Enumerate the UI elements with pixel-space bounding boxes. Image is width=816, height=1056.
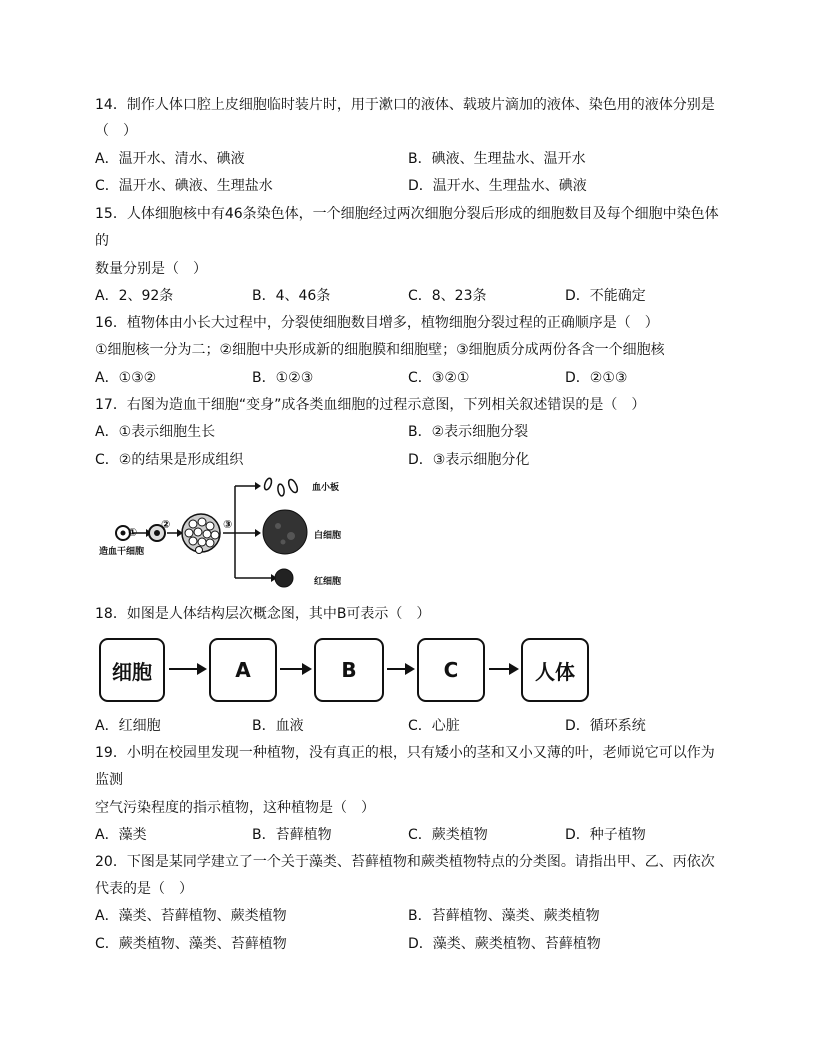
concept-box-cell: 细胞 [99, 638, 165, 702]
q16-option-b: B．①②③ [252, 370, 314, 386]
q19-stem-end: 空气污染程度的指示植物，这种植物是（ ） [95, 800, 375, 816]
q15-stem-continued: 的 [95, 233, 109, 249]
q20-option-d: D．藻类、蕨类植物、苔藓植物 [408, 936, 601, 952]
q14-option-a: A．温开水、清水、碘液 [95, 151, 245, 167]
concept-box-human-body: 人体 [521, 638, 589, 702]
q15-stem: 15．人体细胞核中有46条染色体，一个细胞经过两次细胞分裂后形成的细胞数目及每个细胞中染色体 [95, 206, 719, 222]
q19-option-d: D．种子植物 [565, 827, 646, 843]
q14-option-b: B．碘液、生理盐水、温开水 [408, 151, 586, 167]
concept-box-c: C [417, 638, 485, 702]
q18-option-a: A．红细胞 [95, 718, 161, 734]
q14-stem-blank: （ ） [95, 123, 137, 139]
q16-option-c: C．③②① [408, 370, 470, 386]
concept-arrow-1 [169, 668, 205, 670]
concept-arrow-4 [489, 668, 517, 670]
q18-option-c: C．心脏 [408, 718, 460, 734]
white-blood-cell [263, 510, 307, 554]
platelet-label: 血小板 [312, 483, 340, 493]
q19-option-c: C．蕨类植物 [408, 827, 488, 843]
wbc-label: 白细胞 [314, 531, 342, 541]
q20-stem-continued: 代表的是（ ） [95, 881, 193, 897]
q14-option-d: D．温开水、生理盐水、碘液 [408, 178, 587, 194]
concept-box-b: B [314, 638, 384, 702]
q20-option-b: B．苔藓植物、藻类、蕨类植物 [408, 908, 600, 924]
q18-stem: 18．如图是人体结构层次概念图，其中B可表示（ ） [95, 606, 431, 622]
q16-option-a: A．①③② [95, 370, 157, 386]
q19-option-b: B．苔藓植物 [252, 827, 332, 843]
concept-box-a: A [209, 638, 277, 702]
q19-stem: 19．小明在校园里发现一种植物，没有真正的根，只有矮小的茎和又小又薄的叶，老师说它可以作为 [95, 745, 715, 761]
q16-option-d: D．②①③ [565, 370, 628, 386]
q20-option-c: C．蕨类植物、藻类、苔藓植物 [95, 936, 287, 952]
red-blood-cell [275, 569, 293, 587]
q17-option-b: B．②表示细胞分裂 [408, 424, 529, 440]
step1-label: ① [128, 526, 138, 539]
concept-arrow-2 [280, 668, 310, 670]
q17-stem: 17．右图为造血干细胞“变身”成各类血细胞的过程示意图，下列相关叙述错误的是（ ） [95, 397, 646, 413]
q16-steps: ①细胞核一分为二；②细胞中央形成新的细胞膜和细胞壁；③细胞质分成两份各含一个细胞核 [95, 342, 665, 358]
q15-option-c: C．8、23条 [408, 288, 487, 304]
q16-stem: 16．植物体由小长大过程中，分裂使细胞数目增多，植物细胞分裂过程的正确顺序是（ ） [95, 315, 659, 331]
q14-option-c: C．温开水、碘液、生理盐水 [95, 178, 273, 194]
q19-stem-continued: 监测 [95, 772, 123, 788]
q17-option-a: A．①表示细胞生长 [95, 424, 216, 440]
concept-arrow-3 [387, 668, 413, 670]
q19-option-a: A．藻类 [95, 827, 147, 843]
q18-option-b: B．血液 [252, 718, 304, 734]
step3-label: ③ [223, 518, 233, 531]
q18-option-d: D．循环系统 [565, 718, 646, 734]
q14-stem: 14．制作人体口腔上皮细胞临时装片时，用于漱口的液体、载玻片滴加的液体、染色用的液体分别是 [95, 97, 715, 113]
q15-option-b: B．4、46条 [252, 288, 331, 304]
q20-option-a: A．藻类、苔藓植物、蕨类植物 [95, 908, 287, 924]
dividing-cell-cluster [182, 514, 220, 554]
q15-option-d: D．不能确定 [565, 288, 646, 304]
q15-option-a: A．2、92条 [95, 288, 174, 304]
q20-stem: 20．下图是某同学建立了一个关于藻类、苔藓植物和蕨类植物特点的分类图。请指出甲、乙、丙依次 [95, 854, 715, 870]
rbc-label: 红细胞 [314, 577, 342, 587]
step2-label: ② [161, 518, 171, 531]
platelet-cells [263, 477, 299, 496]
q17-option-d: D．③表示细胞分化 [408, 452, 530, 468]
q15-stem-end: 数量分别是（ ） [95, 261, 207, 277]
stem-cell-label: 造血干细胞 [99, 547, 145, 557]
q17-option-c: C．②的结果是形成组织 [95, 452, 244, 468]
